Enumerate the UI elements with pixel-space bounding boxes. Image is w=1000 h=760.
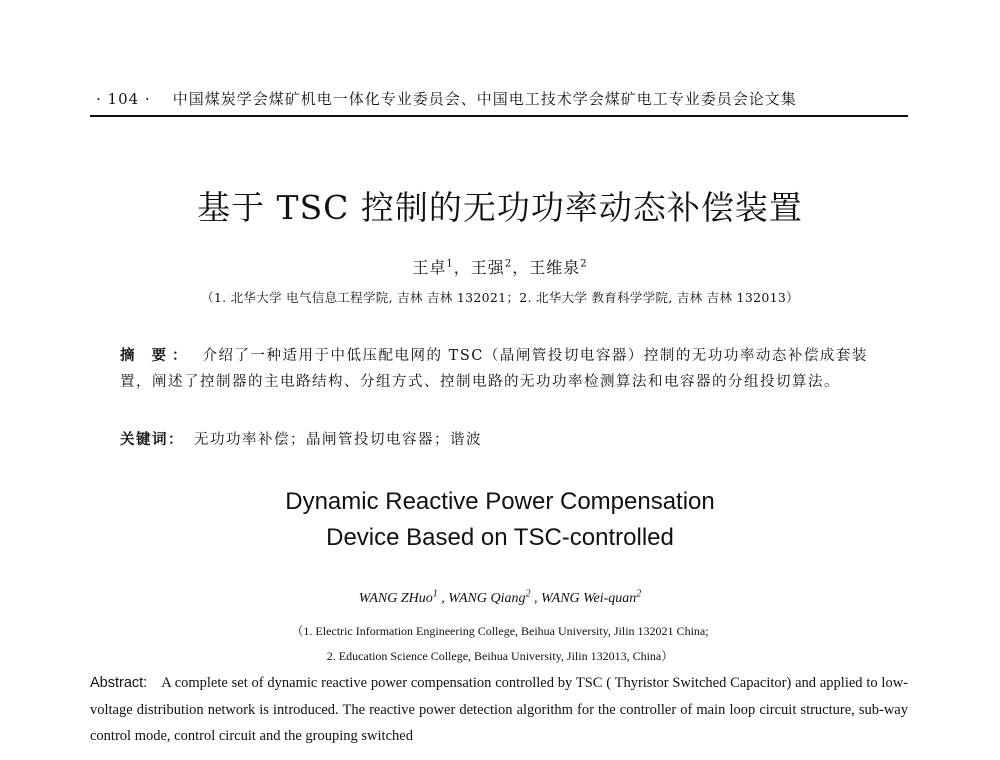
title-en-line: Device Based on TSC-controlled: [326, 524, 674, 551]
affiliation-cn: （1. 北华大学 电气信息工程学院, 吉林 吉林 132021；2. 北华大学 教育科学学院, 吉林 吉林 132013）: [201, 290, 799, 305]
abstract-cn: [120, 343, 880, 395]
author-cn: 王强$^2$，: [470, 258, 530, 277]
abstract-en-text: A complete set of dynamic reactive power compensation controlled by TSC ( Thyristor Switched Capacitor) and applied to low-voltage distribution network is introduced. The reactive power detection algorithm for the controller of main loop circuit structure, sub-way control mode, control circuit and the grouping switched: [90, 675, 908, 744]
author-en: WANG ZHuo$^1$ ,: [358, 588, 449, 606]
author-cn: 王维泉$^2$: [529, 258, 588, 277]
authors-cn: [0, 255, 1000, 278]
keywords-cn-text: 无功功率补偿；晶闸管投切电容器；谐波: [194, 432, 482, 448]
keywords-cn: [120, 428, 880, 449]
page-number: · 104 ·: [96, 90, 151, 108]
affiliation-en-line: 2. Education Science College, Beihua University, Jilin 132013, China）: [326, 649, 674, 663]
paper-title-en: [0, 484, 1000, 556]
author-en: WANG Qiang$^2$ ,: [448, 588, 541, 606]
paper-title-cn: 基于 TSC 控制的无功功率动态补偿装置: [197, 188, 803, 227]
abstract-en-label: Abstract:: [90, 675, 148, 691]
affiliation-en-line: （1. Electric Information Engineering College, Beihua University, Jilin 132021 China;: [291, 624, 709, 638]
title-en-line: Dynamic Reactive Power Compensation: [285, 488, 715, 515]
author-en: WANG Wei-quan$^2$: [540, 588, 642, 606]
abstract-en: [90, 670, 908, 750]
running-header: [96, 88, 908, 109]
header-rule: [90, 115, 908, 117]
keywords-cn-label: 关键词：: [120, 431, 184, 448]
author-cn: 王卓$^1$，: [412, 258, 471, 277]
abstract-cn-text: 介绍了一种适用于中低压配电网的 TSC（晶闸管投切电容器）控制的无功功率动态补偿成套装置，阐述了控制器的主电路结构、分组方式、控制电路的无功功率检测算法和电容器的分组投切算法。: [120, 348, 868, 390]
abstract-cn-label: 摘 要：: [120, 347, 193, 364]
journal-name: 中国煤炭学会煤矿机电一体化专业委员会、中国电工技术学会煤矿电工专业委员会论文集: [172, 90, 797, 108]
authors-en: [0, 588, 1000, 607]
affiliation-en: [0, 619, 1000, 669]
